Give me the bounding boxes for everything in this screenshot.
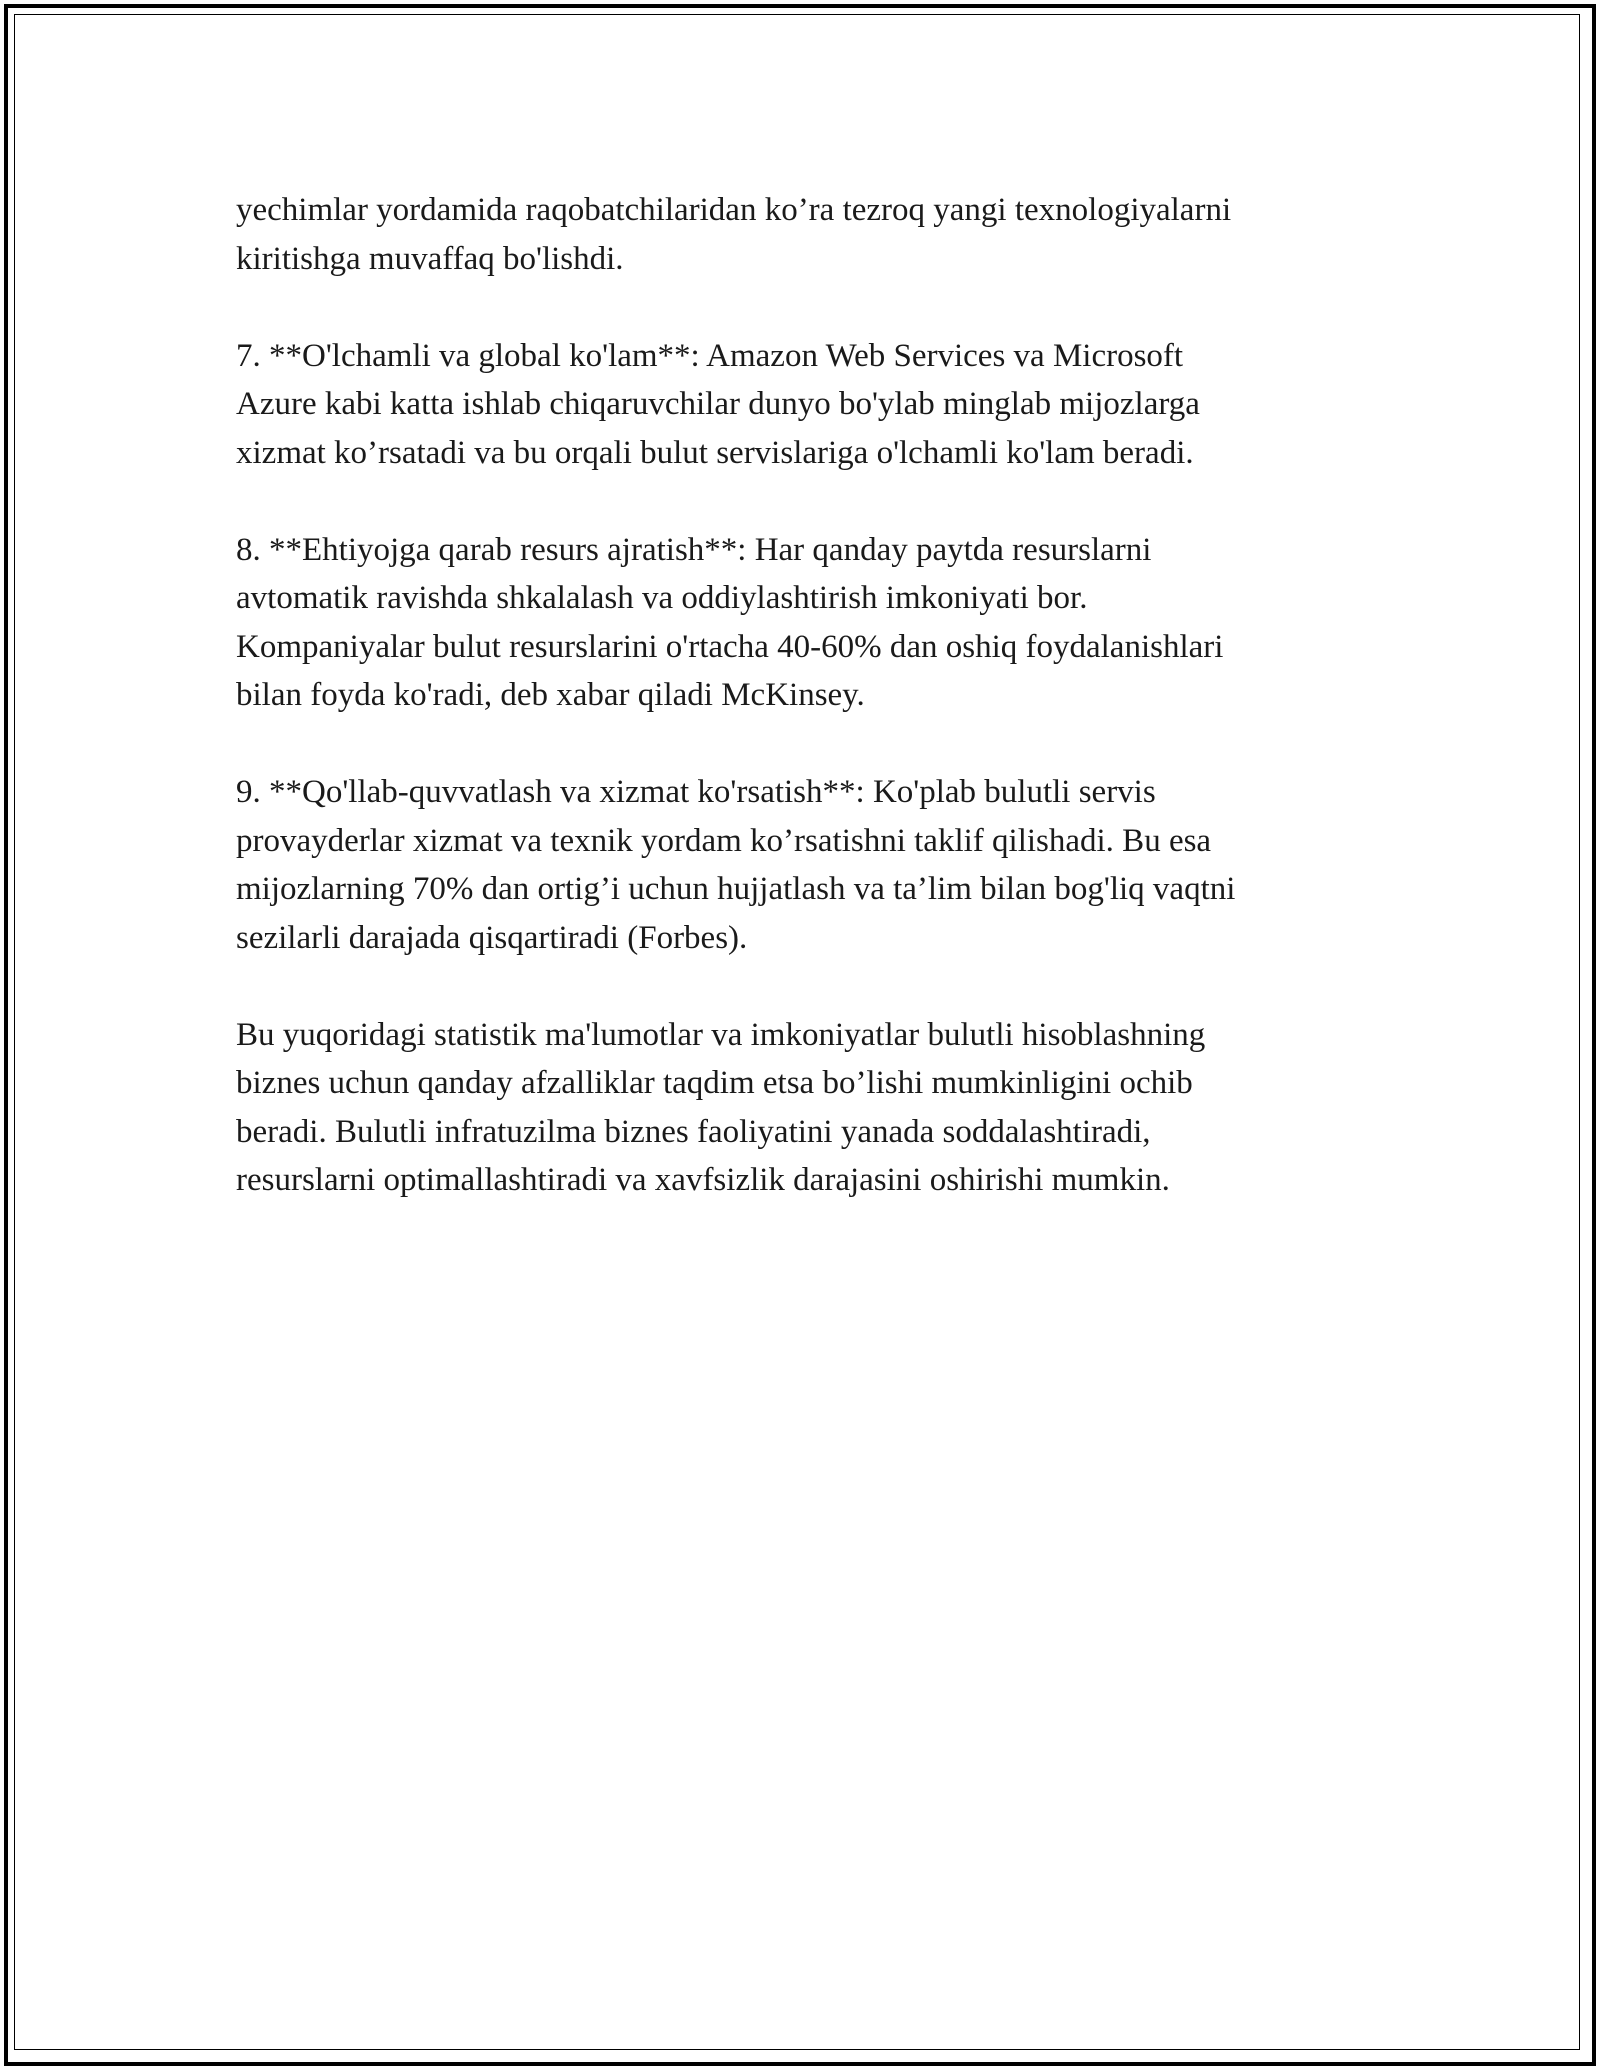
text-line: Azure kabi katta ishlab chiqaruvchilar dunyo bo'ylab minglab mijozlarga [236, 386, 1200, 422]
text-line: bilan foyda ko'radi, deb xabar qiladi McKinsey. [236, 677, 865, 713]
text-line: 7. **O'lchamli va global ko'lam**: Amazon Web Services va Microsoft [236, 337, 1184, 374]
text-line: sezilarli darajada qisqartiradi (Forbes). [236, 919, 748, 956]
text-line: resurslarni optimallashtiradi va xavfsizlik darajasini oshirishi mumkin. [236, 1162, 1170, 1198]
paragraph-item-8 [236, 526, 1366, 720]
text-line: mijozlarning 70% dan ortig’i uchun hujjatlash va ta’lim bilan bog'liq vaqtni [236, 871, 1236, 907]
text-line: 9. **Qo'llab-quvvatlash va xizmat ko'rsatish**: Ko'plab bulutli servis [236, 774, 1156, 810]
paragraph-item-7 [236, 332, 1366, 478]
paragraph-item-9 [236, 768, 1366, 962]
text-line: xizmat ko’rsatadi va bu orqali bulut servislariga o'lchamli ko'lam beradi. [236, 434, 1194, 471]
text-line: provayderlar xizmat va texnik yordam ko’rsatishni taklif qilishadi. Bu esa [236, 822, 1212, 859]
text-line: avtomatik ravishda shkalalash va oddiylashtirish imkoniyati bor. [236, 580, 1088, 616]
text-line: Kompaniyalar bulut resurslarini o'rtacha 40-60% dan oshiq foydalanishlari [236, 628, 1224, 665]
paragraph-continuation [236, 186, 1366, 283]
text-line: biznes uchun qanday afzalliklar taqdim etsa bo’lishi mumkinligini ochib [236, 1065, 1193, 1101]
paragraph-conclusion [236, 1011, 1366, 1205]
text-line: kiritishga muvaffaq bo'lishdi. [236, 240, 624, 277]
text-line: beradi. Bulutli infratuzilma biznes faoliyatini yanada soddalashtiradi, [236, 1113, 1151, 1150]
text-line: 8. **Ehtiyojga qarab resurs ajratish**: Har qanday paytda resurslarni [236, 531, 1152, 568]
text-line: Bu yuqoridagi statistik ma'lumotlar va imkoniyatlar bulutli hisoblashning [236, 1016, 1206, 1053]
document-body [236, 186, 1366, 1253]
text-line: yechimlar yordamida raqobatchilaridan ko’ra tezroq yangi texnologiyalarni [236, 192, 1232, 228]
